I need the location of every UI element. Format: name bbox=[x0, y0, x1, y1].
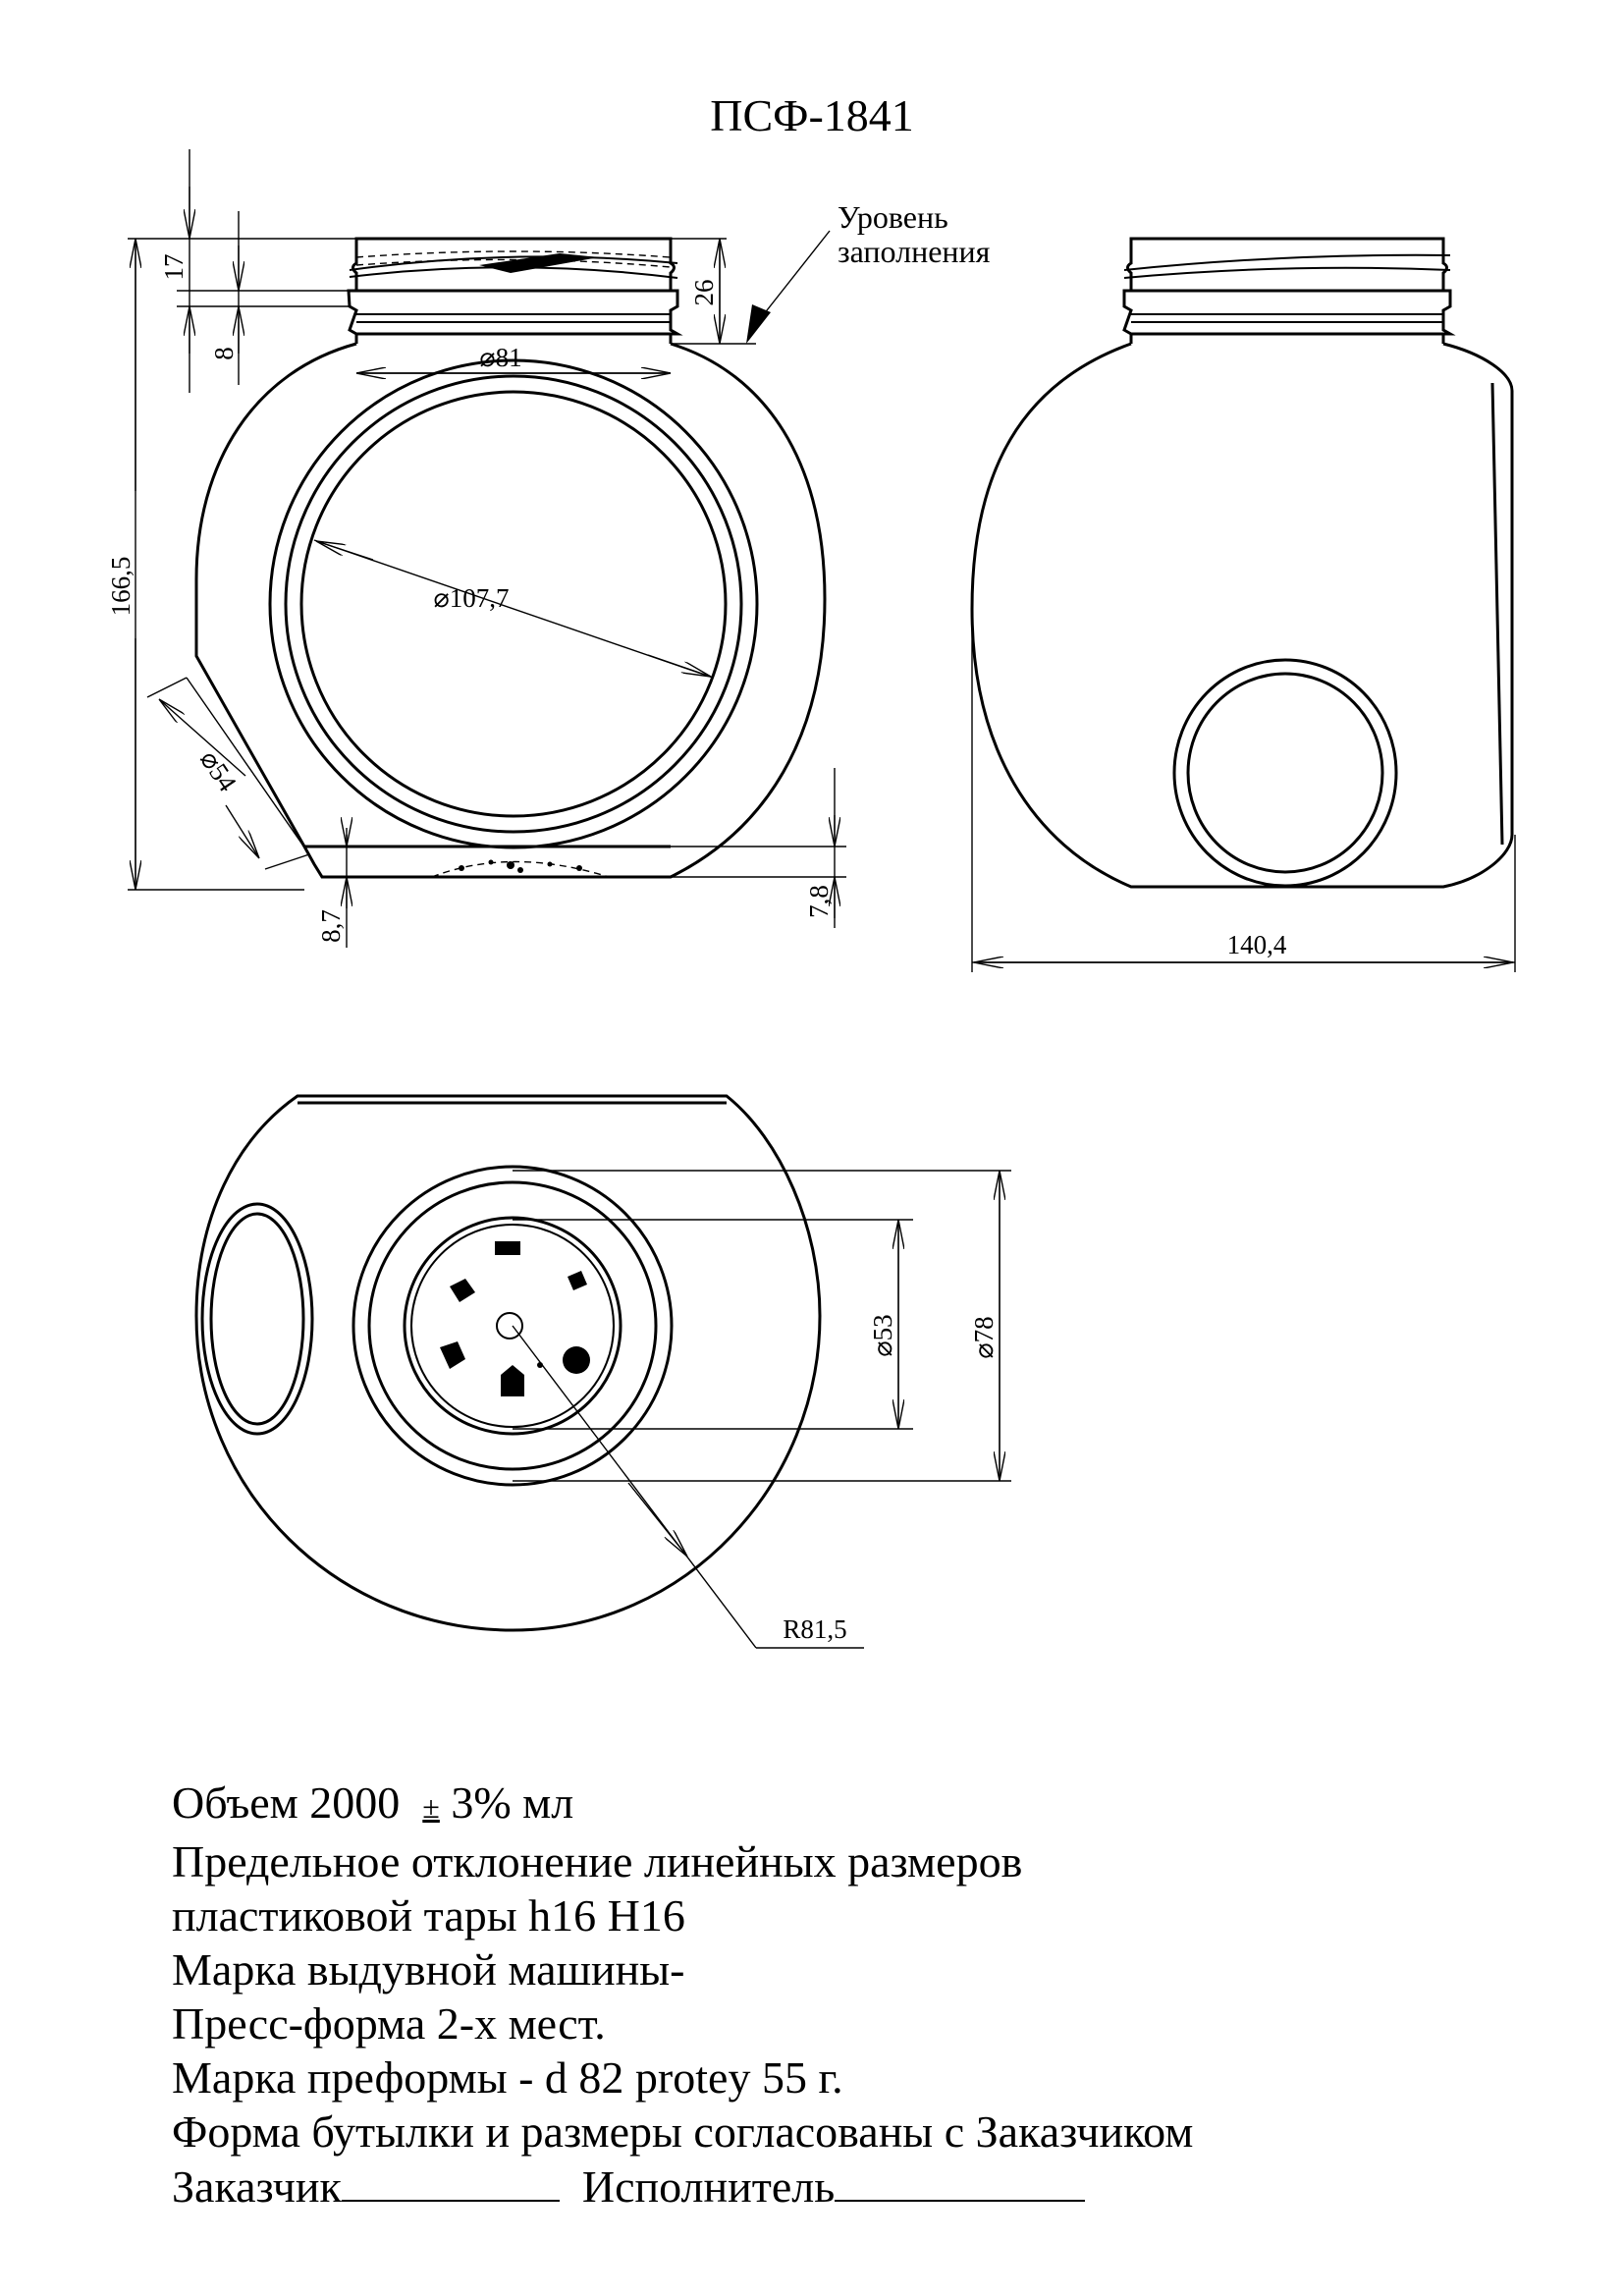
dim-base-height-left: 8,7 bbox=[316, 909, 346, 943]
front-view bbox=[193, 239, 825, 877]
bottom-view bbox=[196, 1096, 820, 1630]
front-window-ring bbox=[286, 376, 741, 832]
volume-prefix: Объем 2000 bbox=[172, 1777, 423, 1828]
front-window-outer bbox=[270, 360, 757, 847]
side-support-ring bbox=[1124, 291, 1450, 334]
customer-signature-field[interactable] bbox=[342, 2159, 560, 2202]
dim-ring-height: 8 bbox=[209, 347, 239, 360]
volume-line bbox=[172, 1776, 1546, 1834]
side-body-outline bbox=[972, 344, 1512, 887]
bottom-side-window-outer bbox=[202, 1204, 312, 1434]
bottom-side-window-inner bbox=[211, 1214, 303, 1424]
executor-signature-field[interactable] bbox=[835, 2159, 1085, 2202]
tolerance-line-2: пластиковой тары h16 H16 bbox=[172, 1890, 685, 1941]
signature-line bbox=[172, 2159, 1546, 2214]
bottom-body-outline bbox=[196, 1096, 820, 1630]
dim-total-height: 166,5 bbox=[106, 556, 135, 617]
specification-notes bbox=[172, 1776, 1546, 2214]
plus-minus: ± bbox=[422, 1789, 440, 1825]
customer-label: Заказчик bbox=[172, 2161, 342, 2212]
front-window-inner bbox=[301, 392, 726, 816]
fill-level-label-1: Уровень bbox=[838, 199, 948, 235]
machine-line: Марка выдувной машины- bbox=[172, 1944, 685, 1995]
dim-side-window-diameter: ⌀54 bbox=[193, 744, 243, 797]
tolerance-line-1: Предельное отклонение линейных размеров bbox=[172, 1836, 1023, 1886]
side-view bbox=[972, 239, 1512, 887]
dim-neck-height: 17 bbox=[159, 253, 189, 281]
front-body-outline bbox=[193, 344, 825, 877]
drawing-title: ПСФ-1841 bbox=[710, 90, 914, 140]
agreement-line: Форма бутылки и размеры согласованы с Заказчиком bbox=[172, 2106, 1194, 2157]
fill-level-label-2: заполнения bbox=[838, 234, 991, 269]
dim-total-width: 140,4 bbox=[1226, 930, 1287, 959]
dim-base-height-right: 7,8 bbox=[804, 885, 834, 918]
dim-base-inner-diameter: ⌀53 bbox=[868, 1314, 897, 1357]
mould-line: Пресс-форма 2-х мест. bbox=[172, 1998, 606, 2049]
side-window-inner bbox=[1188, 674, 1382, 872]
side-body-edge bbox=[1492, 383, 1502, 845]
side-window-outer bbox=[1174, 660, 1396, 886]
dim-fill-depth: 26 bbox=[689, 279, 719, 306]
front-support-ring bbox=[349, 291, 677, 334]
dim-base-outer-diameter: ⌀78 bbox=[969, 1316, 999, 1359]
volume-suffix: 3% мл bbox=[439, 1777, 574, 1828]
side-neck-thread bbox=[1124, 255, 1450, 278]
dim-window-diameter: ⌀107,7 bbox=[433, 583, 510, 613]
dim-bottom-radius: R81,5 bbox=[783, 1614, 847, 1644]
base-mould-marks bbox=[440, 1241, 590, 1396]
executor-label: Исполнитель bbox=[581, 2161, 836, 2212]
preform-line: Марка преформы - d 82 protey 55 г. bbox=[172, 2052, 843, 2103]
dim-neck-diameter: ⌀81 bbox=[479, 343, 522, 372]
dimensions bbox=[106, 149, 1515, 1648]
